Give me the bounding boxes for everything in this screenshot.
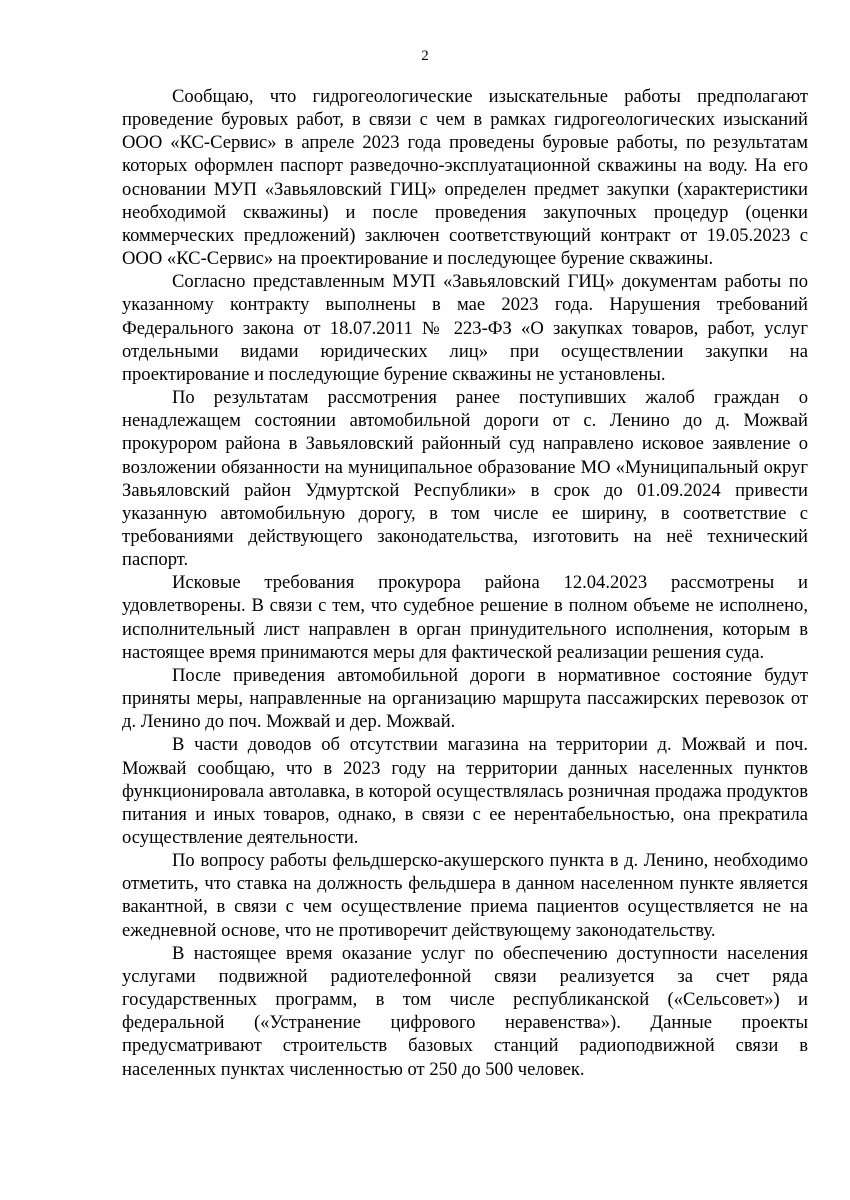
paragraph-bus-route: После приведения автомобильной дороги в нормативное состояние будут приняты меры, направленные на организацию маршрута пассажирских перевозок от д. Ленино до поч. Можвай и дер. Можвай.	[122, 664, 808, 733]
page-number: 2	[421, 48, 429, 64]
letter-body	[122, 85, 808, 1081]
paragraph-road-lawsuit: По результатам рассмотрения ранее поступивших жалоб граждан о ненадлежащем состоянии автомобильной дороги от с. Ленино до д. Можвай прокурором района в Завьяловский районный суд направлено исковое заявление о возложении обязанности на муниципальное образование МО «Муниципальный округ Завьяловский район Удмуртской Республики» в срок до 01.09.2024 привести указанную автомобильную дорогу, в том числе ее ширину, в соответствие с требованиями действующего законодательства, изготовить на неё технический паспорт.	[122, 387, 808, 571]
paragraph-court-decision: Исковые требования прокурора района 12.04.2023 рассмотрены и удовлетворены. В связи с тем, что судебное решение в полном объеме не исполнено, исполнительный лист направлен в орган принудительного исполнения, которым в настоящее время принимаются меры для фактической реализации решения суда.	[122, 572, 808, 663]
paragraph-shop: В части доводов об отсутствии магазина на территории д. Можвай и поч. Можвай сообщаю, что в 2023 году на территории данных населенных пунктов функционировала автолавка, в которой осуществлялась розничная продажа продуктов питания и иных товаров, однако, в связи с ее нерентабельностью, она прекратила осуществление деятельности.	[122, 734, 808, 848]
paragraph-mobile-communication: В настоящее время оказание услуг по обеспечению доступности населения услугами подвижной радиотелефонной связи реализуется за счет ряда государственных программ, в том числе республиканской («Сельсовет») и федеральной («Устранение цифрового неравенства»). Данные проекты предусматривают строительств базовых станций радиоподвижной связи в населенных пунктах численностью от 250 до 500 человек.	[122, 942, 808, 1080]
paragraph-medical-post: По вопросу работы фельдшерско-акушерского пункта в д. Ленино, необходимо отметить, что ставка на должность фельдшера в данном населенном пункте является вакантной, в связи с чем осуществление приема пациентов осуществляется не на ежедневной основе, что не противоречит действующему законодательству.	[122, 850, 808, 941]
paragraph-contract-inspection: Согласно представленным МУП «Завьяловский ГИЦ» документам работы по указанному контракту выполнены в мае 2023 года. Нарушения требований Федерального закона от 18.07.2011 № 223-ФЗ «О закупках товаров, работ, услуг отдельными видами юридических лиц» при осуществлении закупки на проектирование и последующие бурение скважины не установлены.	[122, 271, 808, 385]
paragraph-drilling-works: Сообщаю, что гидрогеологические изыскательные работы предполагают проведение буровых работ, в связи с чем в рамках гидрогеологических изысканий ООО «КС-Сервис» в апреле 2023 года проведены буровые работы, по результатам которых оформлен паспорт разведочно-эксплуатационной скважины на воду. На его основании МУП «Завьяловский ГИЦ» определен предмет закупки (характеристики необходимой скважины) и после проведения закупочных процедур (оценки коммерческих предложений) заключен соответствующий контракт от 19.05.2023 с ООО «КС-Сервис» на проектирование и последующее бурение скважины.	[122, 86, 808, 270]
